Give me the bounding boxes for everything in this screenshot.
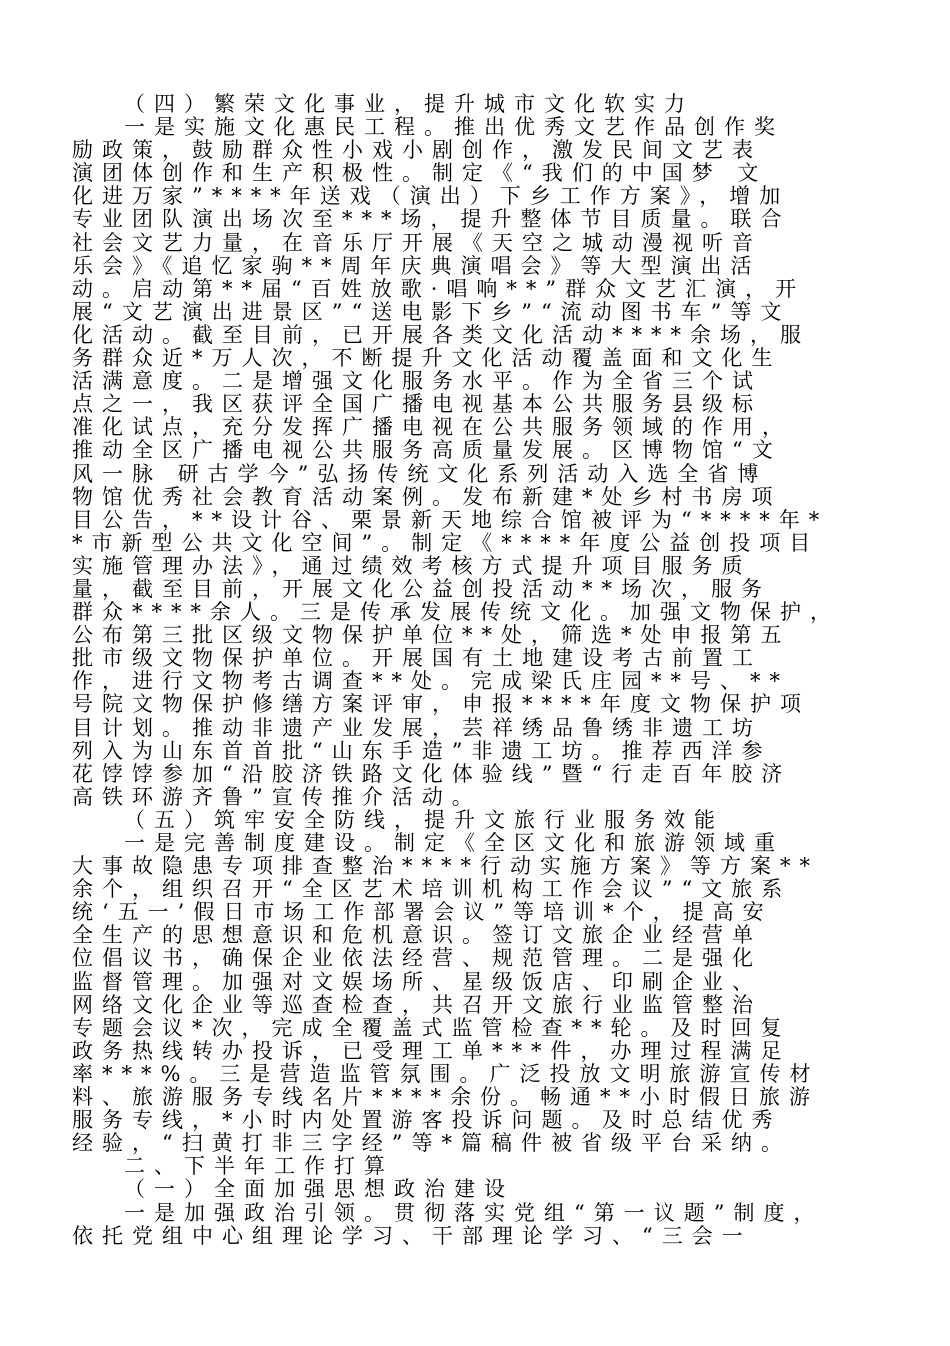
text-line: 一是实施文化惠民工程。推出优秀文艺作品创作奖: [124, 116, 784, 140]
text-line: 务群众近*万人次，不断提升文化活动覆盖面和文化生: [72, 347, 782, 371]
text-line: 演团体创作和生产积极性。制定《“我们的中国梦 文: [72, 162, 768, 186]
text-line: 实施管理办法》，通过绩效考核方式提升项目服务质: [72, 554, 752, 578]
text-line: （一）全面加强思想政治建设: [124, 1178, 514, 1202]
text-line: 动。启动第**届“百姓放歌·唱响**”群众文艺汇演，开: [72, 277, 806, 301]
text-line: 社会文艺力量，在音乐厅开展《天空之城动漫视听音: [72, 231, 762, 255]
text-line: 服务专线，*小时内处置游客投诉问题。及时总结优秀: [72, 1109, 782, 1133]
text-line: 花饽饽参加“沿胶济铁路文化体验线”暨“行走百年胶济: [72, 762, 792, 786]
text-line: （四）繁荣文化事业，提升城市文化软实力: [124, 93, 694, 116]
text-line: 全生产的思想意识和危机意识。签订文旅企业经营单: [72, 924, 762, 948]
text-line: 统‘五一’假日市场工作部署会议”等培训*个，提高安: [72, 901, 773, 925]
text-line: 点之一，我区获评全国广播电视基本公共服务县级标: [72, 393, 762, 417]
text-line: 化活动。截至目前，已开展各类文化活动****余场，服: [72, 323, 810, 347]
text-line: 励政策，鼓励群众性小戏小剧创作，激发民间文艺表: [72, 139, 762, 163]
body-text: [72, 93, 872, 1248]
text-line: 大事故隐患专项排查整治****行动实施方案》等方案**: [72, 855, 819, 879]
text-line: 物馆优秀社会教育活动案例。发布新建*处乡村书房项: [72, 485, 782, 509]
text-line: 批市级文物保护单位。开展国有土地建设考古前置工: [72, 647, 762, 671]
text-line: 专题会议*次，完成全覆盖式监管检查**轮。及时回复: [72, 1016, 791, 1040]
text-line: 列入为山东首首批“山东手造”非遗工坊。推荐西洋参: [72, 739, 772, 763]
text-line: 专业团队演出场次至***场，提升整体节目质量。联合: [72, 208, 791, 232]
text-line: 量，截至目前，开展文化公益创投活动**场次，服务: [72, 577, 771, 601]
text-line: 乐会》《追忆家驹**周年庆典演唱会》等大型演出活: [72, 254, 761, 278]
text-line: 展“文艺演出进景区”“送电影下乡”“流动图书车”等文: [72, 300, 791, 324]
text-line: 作，进行文物考古调查**处。完成梁氏庄园**号、**: [72, 670, 789, 694]
text-line: 群众****余人。三是传承发展传统文化。加强文物保护，: [72, 601, 840, 625]
text-line: 高铁环游齐鲁”宣传推介活动。: [72, 785, 482, 809]
text-line: 依托党组中心组理论学习、干部理论学习、“三会一: [72, 1224, 752, 1248]
text-line: 位倡议书，确保企业依法经营、规范管理。二是强化: [72, 947, 762, 971]
text-line: 二、下半年工作打算: [124, 1155, 394, 1179]
text-line: 推动全区广播电视公共服务高质量发展。区博物馆“文: [72, 439, 782, 463]
text-line: 化进万家”****年送戏（演出）下乡工作方案》，增加: [72, 185, 790, 209]
text-line: 准化试点，充分发挥广播电视在公共服务领域的作用，: [72, 416, 792, 440]
text-line: 公布第三批区级文物保护单位**处，筛选*处申报第五: [72, 624, 791, 648]
text-line: 目公告，**设计谷、栗景新天地综合馆被评为“****年*: [72, 508, 829, 532]
text-line: 目计划。推动非遗产业发展，芸祥绣品鲁绣非遗工坊: [72, 716, 762, 740]
text-line: 经验，“扫黄打非三字经”等*篇稿件被省级平台采纳。: [72, 1132, 791, 1156]
text-line: 料、旅游服务专线名片****余份。畅通**小时假日旅游: [72, 1086, 819, 1110]
text-line: （五）筑牢安全防线，提升文旅行业服务效能: [124, 808, 724, 832]
text-line: 号院文物保护修缮方案评审，申报****年度文物保护项: [72, 693, 810, 717]
text-line: *市新型公共文化空间”。制定《****年度公益创投项目: [72, 531, 820, 555]
text-line: 余个，组织召开“全区艺术培训机构工作会议”“文旅系: [72, 878, 792, 902]
text-line: 政务热线转办投诉，已受理工单***件，办理过程满足: [72, 1039, 791, 1063]
text-line: 率***%。三是营造监管氛围。广泛投放文明旅游宣传材: [72, 1062, 820, 1086]
text-line: 监督管理。加强对文娱场所、星级饭店、印刷企业、: [72, 970, 762, 994]
text-line: 网络文化企业等巡查检查，共召开文旅行业监管整治: [72, 993, 762, 1017]
text-line: 风一脉 研古学今”弘扬传统文化系列活动入选全省博: [72, 462, 768, 486]
text-line: 活满意度。二是增强文化服务水平。作为全省三个试: [72, 370, 762, 394]
text-line: 一是完善制度建设。制定《全区文化和旅游领域重: [124, 832, 784, 855]
text-line: 一是加强政治引领。贯彻落实党组“第一议题”制度，: [124, 1201, 824, 1225]
